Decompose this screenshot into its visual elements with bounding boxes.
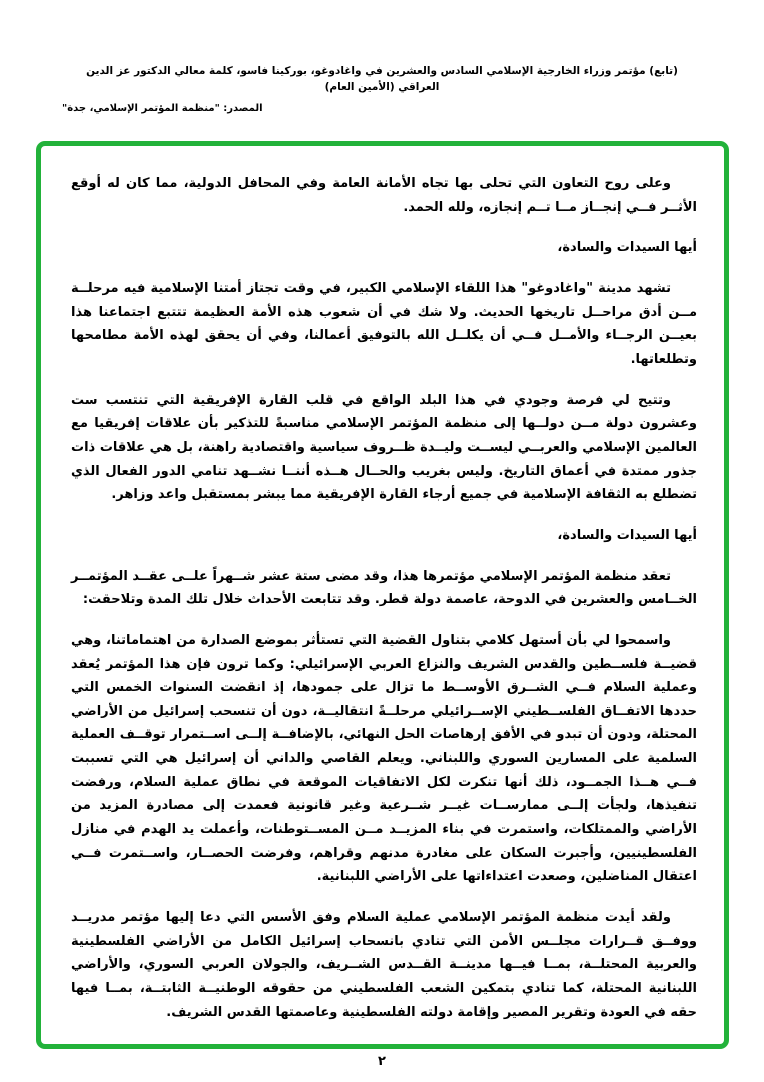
content-frame (36, 141, 729, 1049)
document-header (0, 64, 764, 114)
body-paragraph: تعقد منظمة المؤتمر الإسلامي مؤتمرها هذا، وقد مضى ستة عشر شــهراً علــى عقــد المؤتمــر الخــامس والعشرين في الدوحة، عاصمة دولة قطر. وقد تتابعت الأحداث خلال تلك المدة وتلاحقت: (71, 568, 697, 608)
body-paragraph: تشهد مدينة "واغادوغو" هذا اللقاء الإسلامي الكبير، في وقت تجتاز أمتنا الإسلامية فيه مرحلــة مــن أدق مراحــل تاريخها الحديث. ولا شك في أن شعوب هذه الأمة العظيمة تتتبع اجتماعنا هذا بعيــن الرجــاء والأمــل فــي أن يكلــل الله بالتوفيق أعمالنا، وفي أن يحقق لهذه الأمة مطامحها وتطلعاتها. (71, 280, 697, 367)
body-paragraph: ولقد أيدت منظمة المؤتمر الإسلامي عملية السلام وفق الأسس التي دعا إليها مؤتمر مدريــد ووفــق قــرارات مجلــس الأمن التي تنادي بانسحاب إسرائيل الكامل من الأراضي الفلسطينية والعربية المحتلــة، بمــا فيــها مدينــة القــدس الشــريف، والجولان العربي السوري، والأراضي اللبنانية المحتلة، كما تنادي بتمكين الشعب الفلسطيني من حقوقه الوطنيــة الثابتــة، بمــا فيها حقه في العودة وتقرير المصير وإقامة دولته الفلسطينية وعاصمتها القدس الشريف. (71, 910, 697, 1020)
page-number: ٢ (378, 1054, 386, 1069)
header-title: (تابع) مؤتمر وزراء الخارجية الإسلامي السادس والعشرين في واغادوغو، بوركينا فاسو، كلمة معالي الدكتور عز الدين العراقي (الأمين العام) (86, 65, 678, 93)
body-paragraph: وتتيح لي فرصة وجودي في هذا البلد الواقع في قلب القارة الإفريقية التي تنتسب ست وعشرون دولة مــن دولــها إلى منظمة المؤتمر الإسلامي مناسبةً للتذكير بأن علاقات إفريقيا مع العالمين الإسلامي والعربــي ليســت وليــدة ظــروف سياسية واقتصادية راهنة، بل هي علاقات ذات جذور ممتدة في أعماق التاريخ. وليس بغريب والحــال هــذه أننــا نشــهد تنامي الدور الفعال الذي تضطلع به الثقافة الإسلامية في جميع أرجاء القارة الإفريقية مما يبشر بمستقبل واعد وزاهر. (71, 392, 697, 503)
body-paragraph: واسمحوا لي بأن أستهل كلامي بتناول القضية التي تستأثر بموضع الصدارة من اهتماماتنا، وهي قضيــة فلســطين والقدس الشريف والنزاع العربي الإسرائيلي: وكما ترون فإن هذا المؤتمر يُعقد وعملية السلام فــي الشــرق الأوســط ما تزال على جمودها، إذ انقضت السنوات الخمس التي حددها الاتفــاق الفلســطيني الإســرائيلي مرحلــةً انتقاليــة، دون أن تنسحب إسرائيل من الأراضي المحتلة، ودون أن تبدو في الأفق إرهاصات الحل النهائي، بالإضافــة إلــى اســتمرار توقــف العملية السلمية على المسارين السوري واللبناني. ويعلم القاصي والداني أن إسرائيل هي التي تسببت فــي هــذا الجمــود، ذلك أنها تنكرت لكل الاتفاقيات الموقعة في نطاق عملية السلام، ورفضت تنفيذها، ولجأت إلــى ممارســات غيــر شــرعية وغير قانونية فعمدت إلى مصادرة المزيد من الأراضي والممتلكات، واستمرت في بناء المزيــد مــن المســتوطنات، وأعملت يد الهدم في منازل الفلسطينيين، وأجبرت السكان على مغادرة مدنهم وقراهم، وفرضت الحصــار، واســتمرت فــي اعتقال المناضلين، وصعدت اعتداءاتها على الأراضي اللبنانية. (71, 632, 697, 885)
body-paragraph: وعلى روح التعاون التي تحلى بها تجاه الأمانة العامة وفي المحافل الدولية، مما كان له أوقع الأثــر فــي إنجــاز مــا تــم إنجازه، ولله الحمد. (71, 176, 697, 215)
salutation-line: أيها السيدات والسادة، (557, 240, 697, 256)
header-source: المصدر: "منظمة المؤتمر الإسلامي، جدة" (62, 102, 263, 114)
salutation-line: أيها السيدات والسادة، (557, 527, 697, 543)
